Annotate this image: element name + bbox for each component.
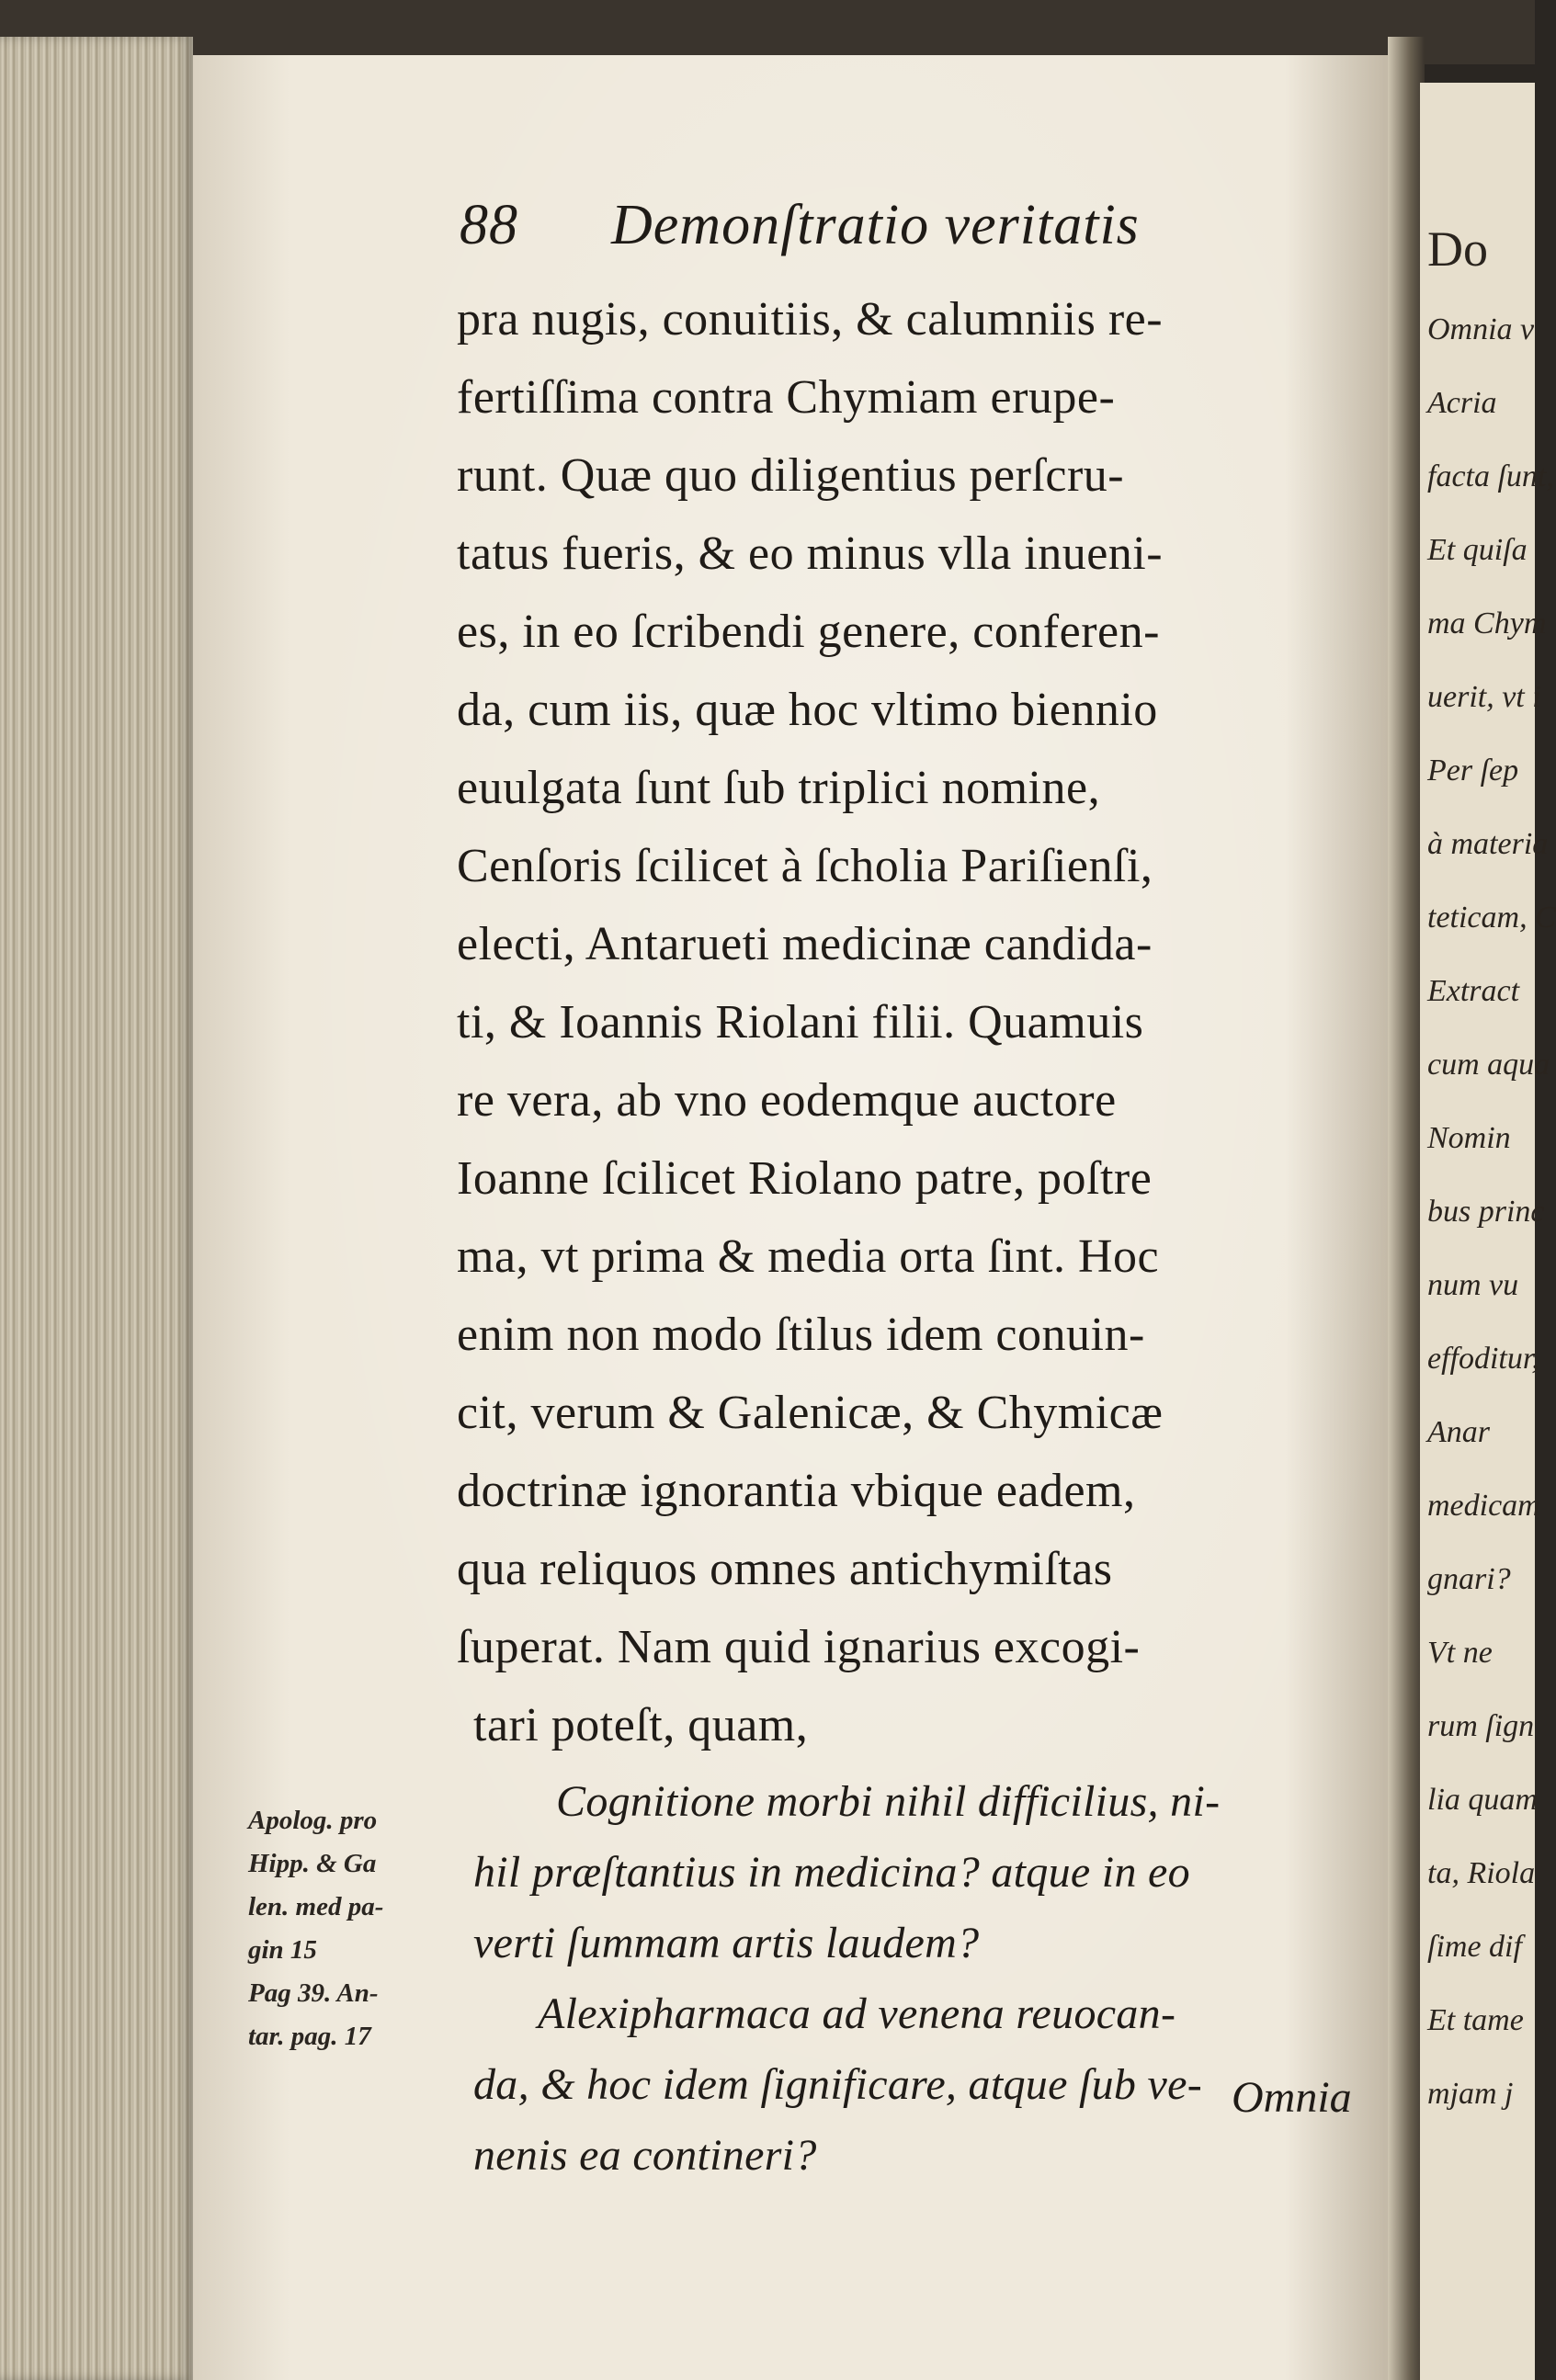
margin-note: Hipp. & Ga [248, 1849, 377, 1878]
margin-note: Apolog. pro [248, 1806, 378, 1835]
adjacent-line: Omnia v [1427, 312, 1535, 346]
adjacent-heading: Do [1427, 221, 1488, 277]
body-line: enim non modo ſtilus idem conuin- [457, 1309, 1145, 1361]
body-line: ti, & Ioannis Riolani filii. Quamuis [457, 996, 1144, 1048]
margin-note: tar. pag. 17 [248, 2022, 371, 2051]
body-line: fertiſſima contra Chymiam erupe- [457, 371, 1116, 424]
body-line: doctrinæ ignorantia vbique eadem, [457, 1465, 1136, 1517]
adjacent-line: uerit, vt i [1427, 680, 1541, 714]
page-edges-left [0, 37, 193, 2380]
adjacent-line: num vu [1427, 1268, 1519, 1302]
adjacent-line: ſime dif [1427, 1930, 1522, 1964]
quote-line: Cognitione morbi nihil difficilius, ni- [556, 1777, 1221, 1826]
adjacent-page [1420, 83, 1556, 2380]
body-line: electi, Antarueti medicinæ candida- [457, 918, 1153, 970]
body-line: re vera, ab vno eodemque auctore [457, 1074, 1117, 1127]
margin-note: Pag 39. An- [248, 1978, 379, 2008]
running-title: Demonſtratio veritatis [611, 194, 1140, 256]
adjacent-line: Vt ne [1427, 1636, 1493, 1670]
body-line: qua reliquos omnes antichymiſtas [457, 1543, 1113, 1595]
catchword: Omnia [1232, 2073, 1352, 2122]
adjacent-line: cum aqua [1427, 1048, 1550, 1082]
adjacent-line: effoditur, [1427, 1342, 1539, 1376]
body-line: ma, vt prima & media orta ſint. Hoc [457, 1230, 1160, 1283]
book-gutter [1388, 37, 1425, 2380]
body-line: Ioanne ſcilicet Riolano patre, poſtre [457, 1152, 1153, 1205]
margin-note: len. med pa- [248, 1892, 384, 1921]
body-line: ſuperat. Nam quid ignarius excogi- [457, 1621, 1141, 1673]
body-line: da, cum iis, quæ hoc vltimo biennio [457, 684, 1158, 736]
body-line: runt. Quæ quo diligentius perſcru- [457, 449, 1125, 502]
adjacent-line: à materia [1427, 827, 1549, 861]
body-line: tari poteſt, quam, [473, 1699, 809, 1751]
body-line: es, in eo ſcribendi genere, conferen- [457, 606, 1160, 658]
body-line: cit, verum & Galenicæ, & Chymicæ [457, 1387, 1164, 1439]
adjacent-line: rum ſign [1427, 1709, 1535, 1743]
adjacent-line: gnari? [1427, 1562, 1511, 1596]
margin-note: gin 15 [248, 1935, 317, 1965]
quote-line: verti ſummam artis laudem? [473, 1919, 980, 1967]
adjacent-line: Et tame [1427, 2003, 1524, 2037]
adjacent-line: Anar [1427, 1415, 1490, 1449]
adjacent-line: medicam [1427, 1489, 1540, 1523]
adjacent-line: Extract [1427, 974, 1520, 1008]
quote-line: hil præſtantius in medicina? atque in eo [473, 1848, 1190, 1897]
body-line: Cenſoris ſcilicet à ſcholia Pariſienſi, [457, 840, 1153, 892]
adjacent-line: Per ſep [1427, 754, 1519, 788]
quote-line: nenis ea contineri? [473, 2131, 817, 2180]
adjacent-line: ma Chym [1427, 606, 1547, 640]
adjacent-line: Et quiſa [1427, 533, 1528, 567]
body-line: pra nugis, conuitiis, & calumniis re- [457, 293, 1164, 346]
quote-line: Alexipharmaca ad venena reuocan- [538, 1989, 1176, 2038]
adjacent-line: ta, Riola [1427, 1856, 1536, 1890]
adjacent-line: teticam, C [1427, 901, 1556, 935]
body-line: tatus fueris, & eo minus vlla inueni- [457, 527, 1164, 580]
page-number: 88 [460, 194, 518, 256]
quote-line: da, & hoc idem ſignificare, atque ſub ve- [473, 2060, 1203, 2109]
body-line: euulgata ſunt ſub triplici nomine, [457, 762, 1101, 814]
adjacent-line: facta ſunt, [1427, 459, 1554, 493]
adjacent-line: mjam j [1427, 2077, 1514, 2111]
adjacent-line: bus princ [1427, 1195, 1545, 1229]
adjacent-line: Nomin [1427, 1121, 1511, 1155]
adjacent-line: Acria [1427, 386, 1497, 420]
adjacent-line: lia quam [1427, 1783, 1538, 1817]
